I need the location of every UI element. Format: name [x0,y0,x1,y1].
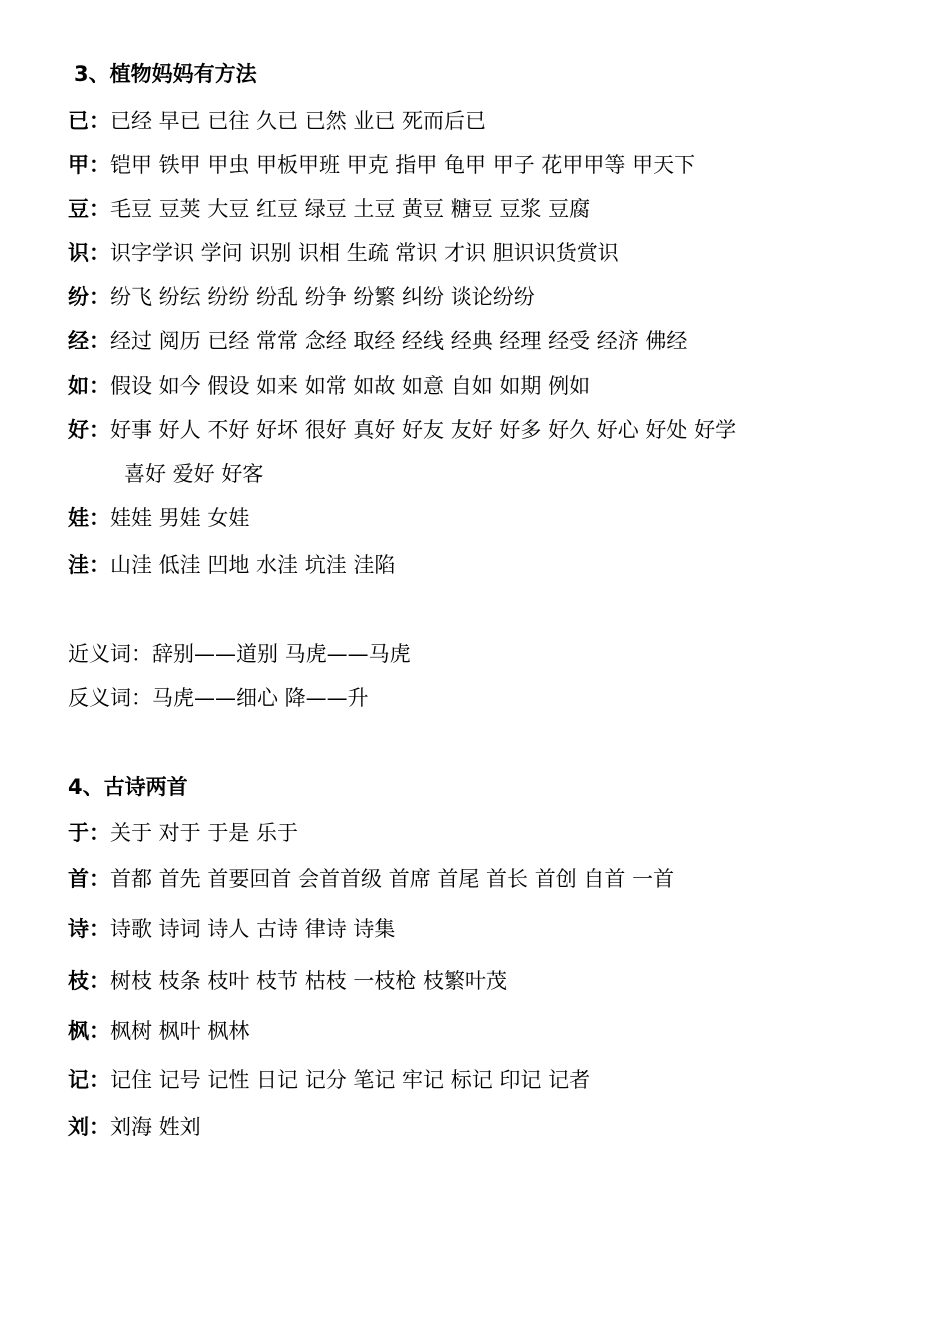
row-words: 已经 早已 已往 久已 已然 业已 死而后已 [110,109,487,133]
word-row-ru [68,373,590,399]
row-char: 首： [68,867,110,891]
row-char: 如： [68,374,110,398]
word-row-wa2 [68,552,395,578]
word-row-jia [68,152,695,178]
row-words: 娃娃 男娃 女娃 [110,506,250,530]
word-row-dou [68,196,590,222]
word-row-jing [68,328,687,354]
word-row-liu [68,1114,201,1140]
row-words: 假设 如今 假设 如来 如常 如故 如意 自如 如期 例如 [110,374,591,398]
row-char: 记： [68,1068,110,1092]
word-row-shi [68,240,619,266]
row-words: 记住 记号 记性 日记 记分 笔记 牢记 标记 印记 记者 [110,1068,591,1092]
row-char: 枝： [68,969,110,993]
word-row-hao [68,417,736,443]
word-row-yi [68,108,486,134]
row-words: 铠甲 铁甲 甲虫 甲板甲班 甲克 指甲 龟甲 甲子 花甲甲等 甲天下 [110,153,696,177]
word-row-fen [68,284,535,310]
row-words: 识字学识 学问 识别 识相 生疏 常识 才识 胆识识货赏识 [110,241,619,265]
antonyms-line: 反义词：马虎——细心 降——升 [68,686,369,710]
row-words: 枫树 枫叶 枫林 [110,1019,250,1043]
row-words: 树枝 枝条 枝叶 枝节 枯枝 一枝枪 枝繁叶茂 [110,969,508,993]
row-char: 豆： [68,197,110,221]
row-char: 于： [68,821,110,845]
row-char: 枫： [68,1019,110,1043]
section-3-title: 3、植物妈妈有方法 [74,62,257,86]
row-char: 纷： [68,285,110,309]
word-row-ji [68,1067,590,1093]
row-words: 经过 阅历 已经 常常 念经 取经 经线 经典 经理 经受 经济 佛经 [110,329,688,353]
word-row-wa [68,505,249,531]
row-words: 山洼 低洼 凹地 水洼 坑洼 洼陷 [110,553,396,577]
row-words: 关于 对于 于是 乐于 [110,821,299,845]
section-4-title: 4、古诗两首 [68,775,188,799]
row-char: 已： [68,109,110,133]
word-row-feng [68,1018,249,1044]
row-char: 甲： [68,153,110,177]
word-row-zhi [68,968,507,994]
row-words: 诗歌 诗词 诗人 古诗 律诗 诗集 [110,917,396,941]
row-char: 洼： [68,553,110,577]
row-char: 刘： [68,1115,110,1139]
row-words: 纷飞 纷纭 纷纷 纷乱 纷争 纷繁 纠纷 谈论纷纷 [110,285,535,309]
word-row-shou [68,866,674,892]
word-row-yu [68,820,298,846]
row-words: 首都 首先 首要回首 会首首级 首席 首尾 首长 首创 自首 一首 [110,867,675,891]
row-char: 娃： [68,506,110,530]
synonyms-line: 近义词：辞别——道别 马虎——马虎 [68,642,411,666]
row-words: 刘海 姓刘 [110,1115,201,1139]
row-char: 诗： [68,917,110,941]
row-char: 识： [68,241,110,265]
row-char: 经： [68,329,110,353]
row-words: 好事 好人 不好 好坏 很好 真好 好友 友好 好多 好久 好心 好处 好学 [110,418,737,442]
word-row-hao-continued: 喜好 爱好 好客 [124,462,264,486]
row-char: 好： [68,418,110,442]
row-words: 毛豆 豆荚 大豆 红豆 绿豆 土豆 黄豆 糖豆 豆浆 豆腐 [110,197,591,221]
word-row-shi-poem [68,916,395,942]
